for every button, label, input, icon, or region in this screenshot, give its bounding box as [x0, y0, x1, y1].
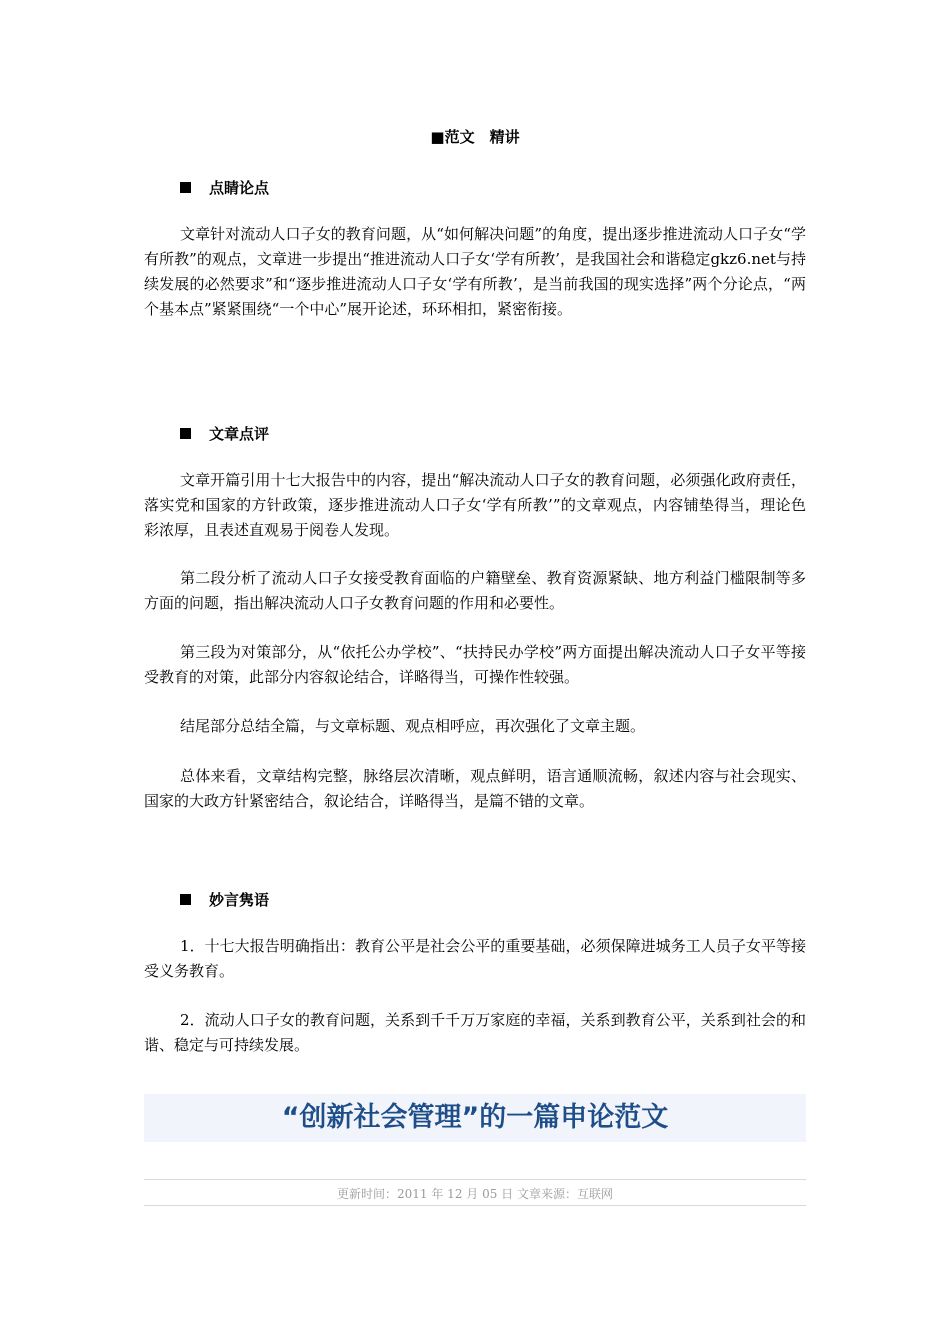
divider — [144, 1205, 806, 1206]
paragraph: 1．十七大报告明确指出：教育公平是社会公平的重要基础，必须保障进城务工人员子女平等接受义务教育。 — [144, 937, 806, 980]
square-bullet-icon — [180, 894, 191, 905]
page-title: ■范文 精讲 — [430, 128, 520, 146]
paragraph: 第二段分析了流动人口子女接受教育面临的户籍壁垒、教育资源紧缺、地方利益门槛限制等多方面的问题，指出解决流动人口子女教育问题的作用和必要性。 — [144, 569, 806, 612]
article-meta: 更新时间：2011 年 12 月 05 日 文章来源：互联网 — [337, 1187, 613, 1201]
article-title-banner: “创新社会管理”的一篇申论范文 — [144, 1094, 806, 1142]
divider — [144, 1179, 806, 1180]
paragraph: 总体来看，文章结构完整，脉络层次清晰，观点鲜明，语言通顺流畅，叙述内容与社会现实、国家的大政方针紧密结合，叙论结合，详略得当，是篇不错的文章。 — [144, 767, 806, 810]
paragraph: 结尾部分总结全篇，与文章标题、观点相呼应，再次强化了文章主题。 — [180, 717, 646, 735]
section-heading-text: 点睛论点 — [209, 179, 270, 197]
section-heading-1 — [180, 177, 269, 198]
section-heading-3 — [180, 889, 269, 910]
paragraph: 文章开篇引用十七大报告中的内容，提出“解决流动人口子女的教育问题，必须强化政府责任，落实党和国家的方针政策，逐步推进流动人口子女‘学有所教’”的文章观点，内容铺垫得当，理论色彩浓厚，且表述直观易于阅卷人发现。 — [144, 471, 806, 539]
paragraph: 2．流动人口子女的教育问题，关系到千千万万家庭的幸福，关系到教育公平，关系到社会的和谐、稳定与可持续发展。 — [144, 1011, 806, 1054]
section-heading-text: 妙言隽语 — [209, 891, 270, 909]
paragraph: 第三段为对策部分，从“依托公办学校”、“扶持民办学校”两方面提出解决流动人口子女平等接受教育的对策，此部分内容叙论结合，详略得当，可操作性较强。 — [144, 643, 806, 686]
square-bullet-icon — [180, 428, 191, 439]
section-heading-2 — [180, 423, 269, 444]
paragraph: 文章针对流动人口子女的教育问题，从“如何解决问题”的角度，提出逐步推进流动人口子女“学有所教”的观点，文章进一步提出“推进流动人口子女‘学有所教’，是我国社会和谐稳定gkz6.net与持续发展的必然要求”和“逐步推进流动人口子女‘学有所教’，是当前我国的现实选择”两个分论点，“两个基本点”紧紧围绕“一个中心”展开论述，环环相扣，紧密衔接。 — [144, 225, 806, 318]
square-bullet-icon — [180, 182, 191, 193]
section-heading-text: 文章点评 — [209, 425, 270, 443]
